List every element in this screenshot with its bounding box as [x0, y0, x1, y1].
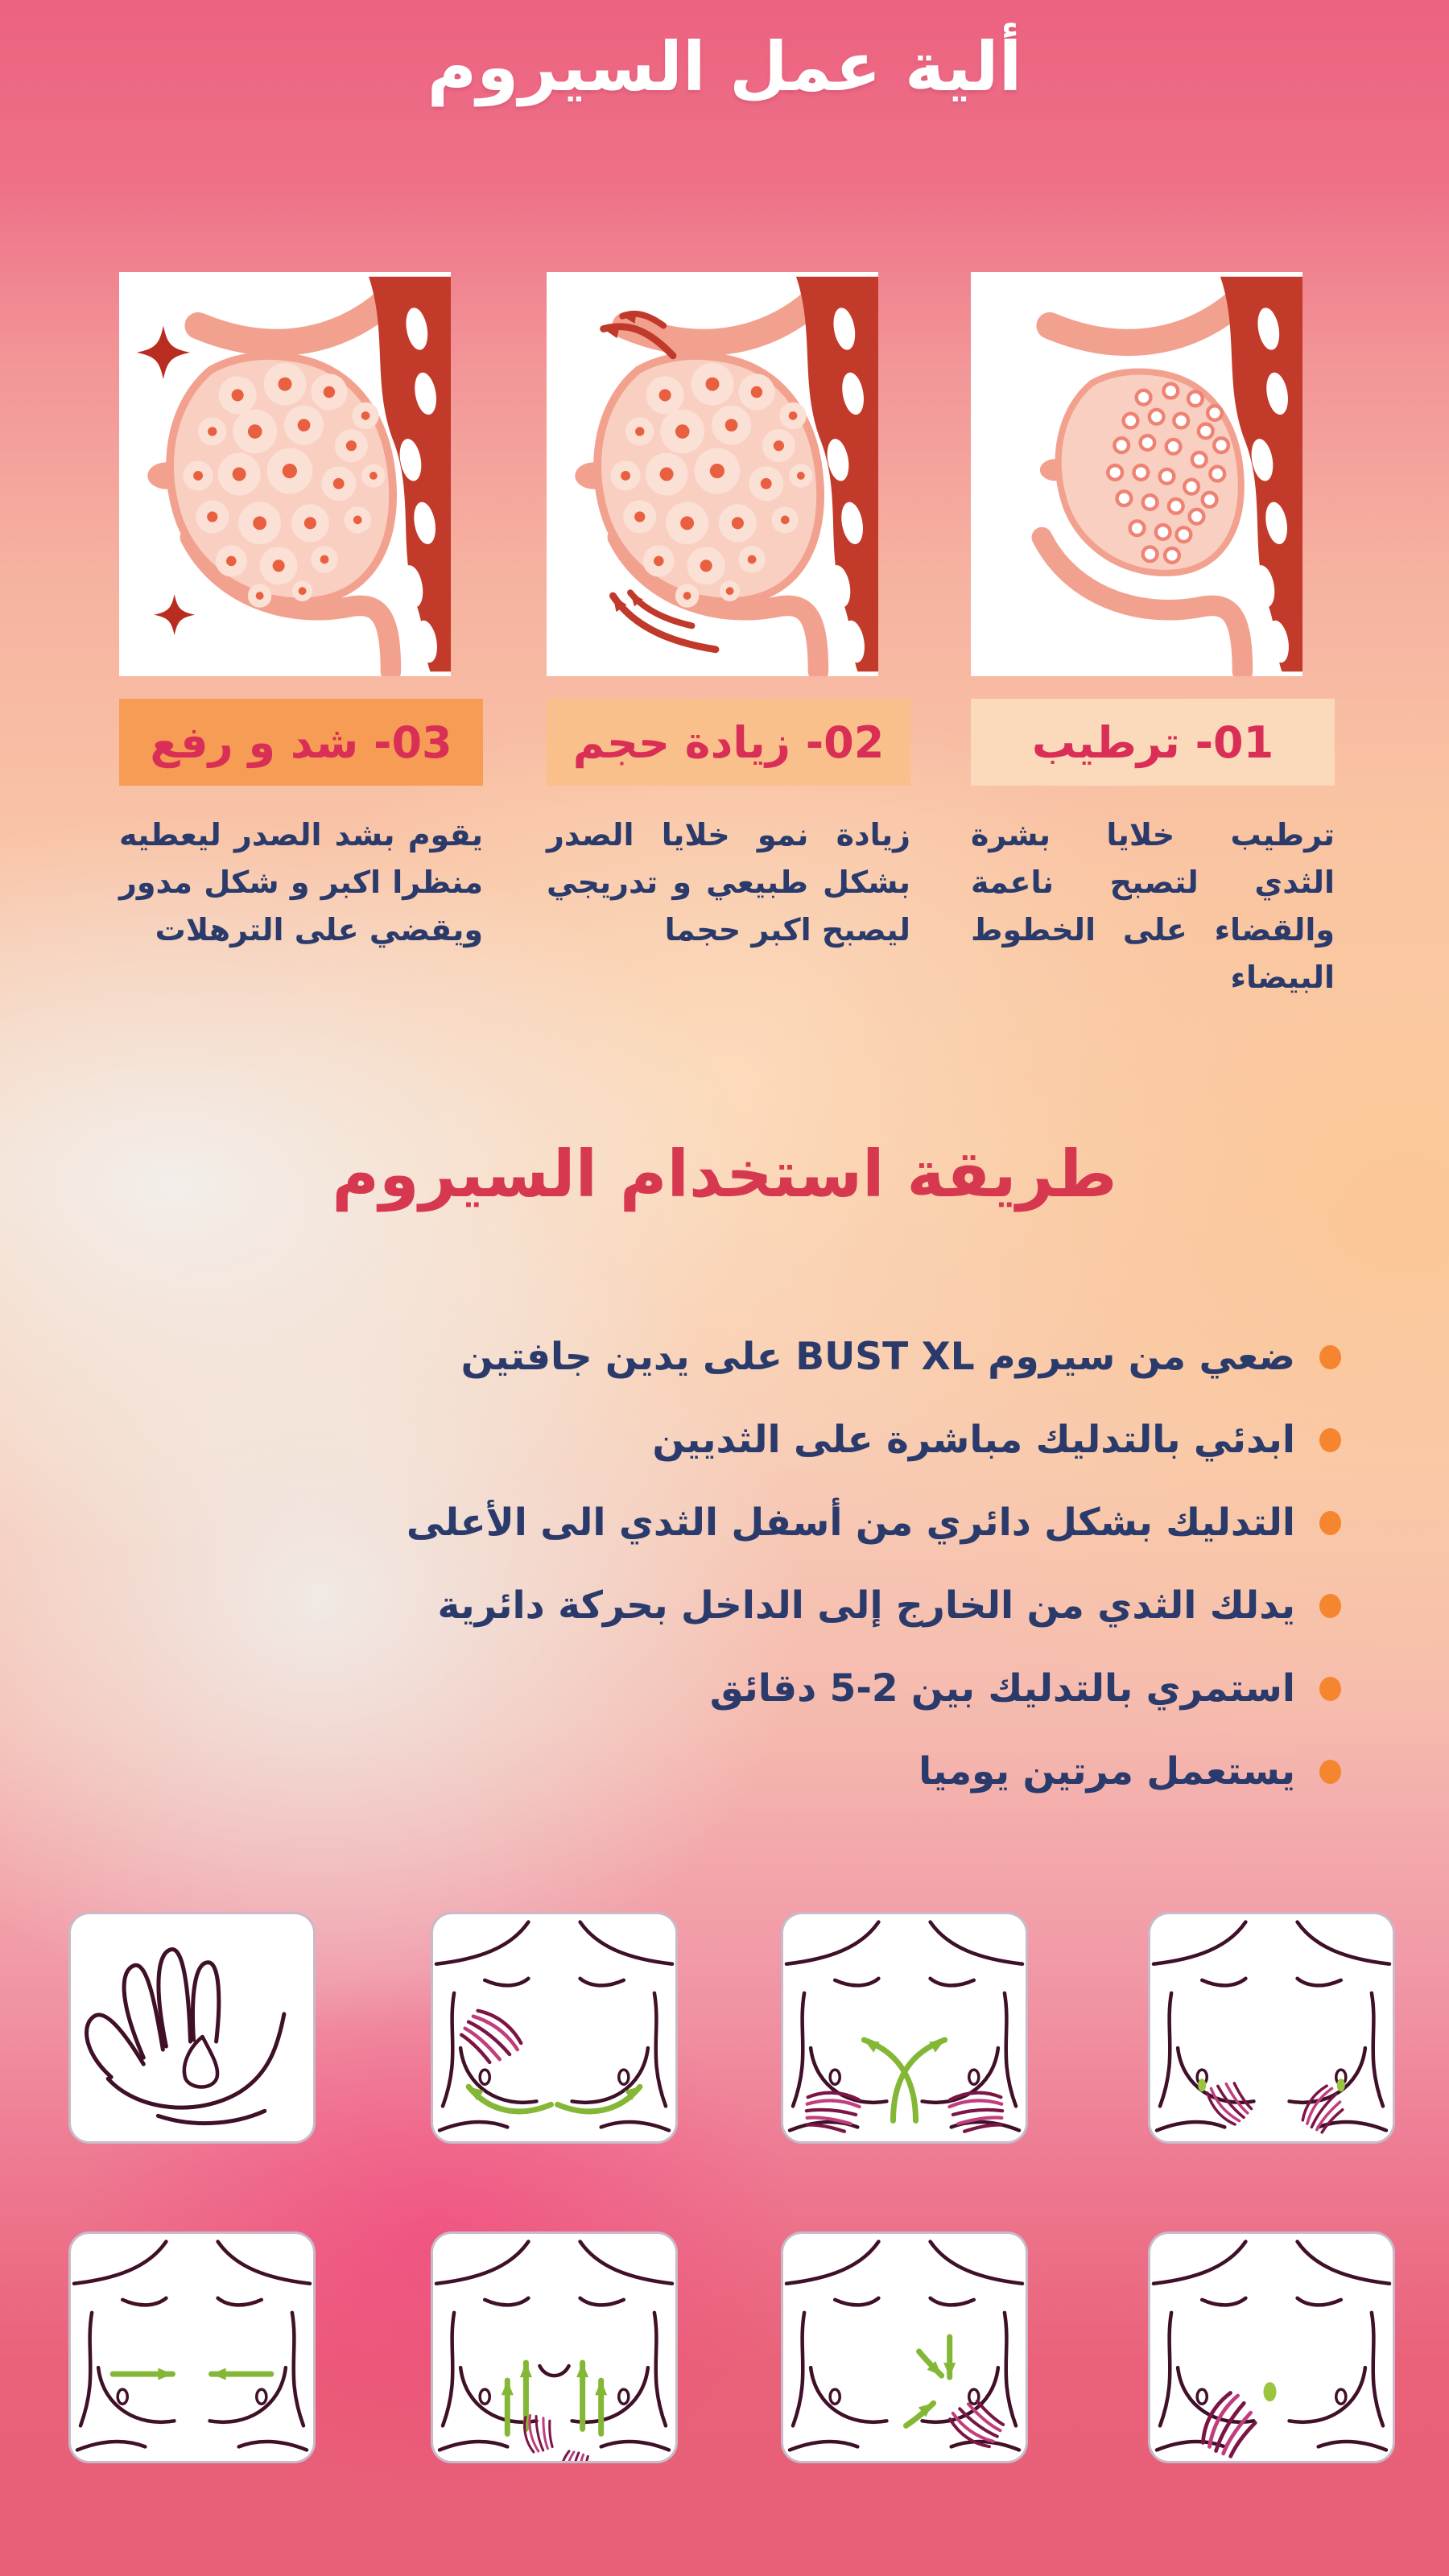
bullet-icon	[1319, 1345, 1341, 1369]
page-title: ألية عمل السيروم	[427, 27, 1022, 106]
press-below-breast-illustration	[1150, 1914, 1393, 2141]
outer-to-inner-massage-illustration	[783, 2234, 1026, 2461]
usage-section-title: طريقة استخدام السيروم	[332, 1137, 1117, 1212]
usage-instruction: يدلك الثدي من الخارج إلى الداخل بحركة دائرية	[407, 1581, 1341, 1630]
step-description-01: ترطيب خلايا بشرة الثدي لتصبح ناعمة والقضاء على الخطوط البيضاء	[971, 817, 1335, 995]
usage-instructions-list	[407, 1332, 1341, 1797]
bullet-icon	[1319, 1760, 1341, 1784]
mechanism-step-03	[119, 272, 489, 954]
bullet-icon	[1319, 1511, 1341, 1535]
upward-massage-illustration	[433, 2234, 675, 2461]
massage-step-tile-1	[68, 1912, 316, 2144]
upward-circular-massage-illustration	[783, 1914, 1026, 2141]
serum-on-palm-illustration	[71, 1914, 313, 2141]
breast-moisturize-illustration	[971, 272, 1302, 676]
massage-step-tile-8	[1148, 2231, 1395, 2463]
bullet-icon	[1319, 1677, 1341, 1701]
step-label-03: 03- شد و رفع	[119, 699, 483, 786]
massage-step-tile-3	[781, 1912, 1028, 2144]
inward-massage-illustration	[71, 2234, 313, 2461]
bullet-icon	[1319, 1594, 1341, 1618]
massage-step-tile-4	[1148, 1912, 1395, 2144]
usage-instruction: ضعي من سيروم BUST XL على يدين جافتين	[407, 1332, 1341, 1381]
bullet-icon	[1319, 1428, 1341, 1452]
usage-instruction: التدليك بشكل دائري من أسفل الثدي الى الأعلى	[407, 1498, 1341, 1547]
mechanism-step-02	[547, 272, 917, 954]
breast-growth-illustration	[547, 272, 878, 676]
breast-diagram-02	[547, 272, 878, 676]
massage-step-tile-5	[68, 2231, 316, 2463]
under-breast-massage-illustration	[433, 1914, 675, 2141]
step-label-01: 01- ترطيب	[971, 699, 1335, 786]
breast-diagram-01	[971, 272, 1302, 676]
usage-instruction: ابدئي بالتدليك مباشرة على الثديين	[407, 1415, 1341, 1464]
breast-diagram-03	[119, 272, 451, 676]
usage-instruction: يستعمل مرتين يوميا	[407, 1747, 1341, 1796]
step-description-03: يقوم بشد الصدر ليعطيه منظرا اكبر و شكل مدور ويقضي على الترهلات	[119, 817, 483, 947]
usage-instruction: استمري بالتدليك بين 2-5 دقائق	[407, 1664, 1341, 1713]
step-label-02: 02- زيادة حجم	[547, 699, 910, 786]
mechanism-step-01	[971, 272, 1341, 1001]
step-description-02: زيادة نمو خلايا الصدر بشكل طبيعي و تدريجي ليصبح اكبر حجما	[547, 817, 910, 947]
massage-step-tile-7	[781, 2231, 1028, 2463]
breast-lift-illustration	[119, 272, 451, 676]
massage-step-tile-6	[431, 2231, 678, 2463]
breast-cupping-illustration	[1150, 2234, 1393, 2461]
massage-step-tile-2	[431, 1912, 678, 2144]
